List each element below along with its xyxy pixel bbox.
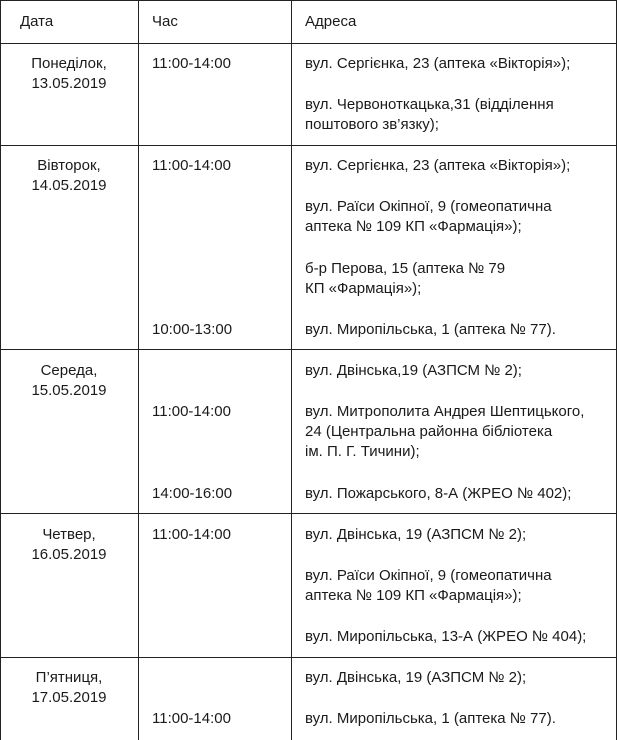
row-time: 11:00-14:00 [152, 526, 231, 543]
row-divider [0, 349, 617, 350]
row-address: вул. Двінська, 19 (АЗПСМ № 2); [305, 669, 527, 686]
row-time: 11:00-14:00 [152, 403, 231, 420]
row-address: вул. Миропільська, 1 (аптека № 77). [305, 321, 556, 338]
row-address: ім. П. Г. Тичини); [305, 443, 420, 460]
row-time: 14:00-16:00 [152, 485, 233, 502]
table-border-right [616, 0, 617, 740]
row-date: 13.05.2019 [31, 75, 107, 92]
row-address: КП «Фармація»); [305, 280, 422, 297]
row-divider [0, 145, 617, 146]
header-address: Адреса [305, 13, 357, 30]
header-divider [0, 43, 617, 44]
row-address: аптека № 109 КП «Фармація»); [305, 587, 522, 604]
row-date: 14.05.2019 [31, 177, 107, 194]
row-day: Понеділок, [31, 55, 107, 72]
row-address: аптека № 109 КП «Фармація»); [305, 218, 522, 235]
row-divider [0, 513, 617, 514]
row-address: вул. Пожарського, 8-А (ЖРЕО № 402); [305, 485, 572, 502]
row-address: вул. Сергієнка, 23 (аптека «Вікторія»); [305, 55, 571, 72]
table-border-top [0, 0, 617, 1]
column-divider [138, 0, 139, 740]
row-day: Середа, [40, 362, 98, 379]
header-date: Дата [20, 13, 54, 30]
row-time: 10:00-13:00 [152, 321, 233, 338]
row-time: 11:00-14:00 [152, 55, 231, 72]
row-address: б-р Перова, 15 (аптека № 79 [305, 260, 506, 277]
row-address: поштового зв’язку); [305, 116, 439, 133]
row-address: вул. Миропільська, 13-А (ЖРЕО № 404); [305, 628, 587, 645]
row-address: вул. Миропільська, 1 (аптека № 77). [305, 710, 556, 727]
row-date: 17.05.2019 [31, 689, 107, 706]
row-address: вул. Раїси Окіпної, 9 (гомеопатична [305, 567, 552, 584]
row-address: вул. Червоноткацька,31 (відділення [305, 96, 554, 113]
row-day: Четвер, [42, 526, 96, 543]
row-address: вул. Раїси Окіпної, 9 (гомеопатична [305, 198, 552, 215]
header-time: Час [152, 13, 178, 30]
row-date: 15.05.2019 [31, 382, 107, 399]
row-address: вул. Сергієнка, 23 (аптека «Вікторія»); [305, 157, 571, 174]
row-address: 24 (Центральна районна бібліотека [305, 423, 553, 440]
row-day: П’ятниця, [35, 669, 103, 686]
row-date: 16.05.2019 [31, 546, 107, 563]
row-time: 11:00-14:00 [152, 157, 231, 174]
row-time: 11:00-14:00 [152, 710, 231, 727]
row-address: вул. Митрополита Андрея Шептицького, [305, 403, 585, 420]
row-day: Вівторок, [37, 157, 101, 174]
row-address: вул. Двінська,19 (АЗПСМ № 2); [305, 362, 522, 379]
column-divider [291, 0, 292, 740]
row-address: вул. Двінська, 19 (АЗПСМ № 2); [305, 526, 527, 543]
row-divider [0, 657, 617, 658]
